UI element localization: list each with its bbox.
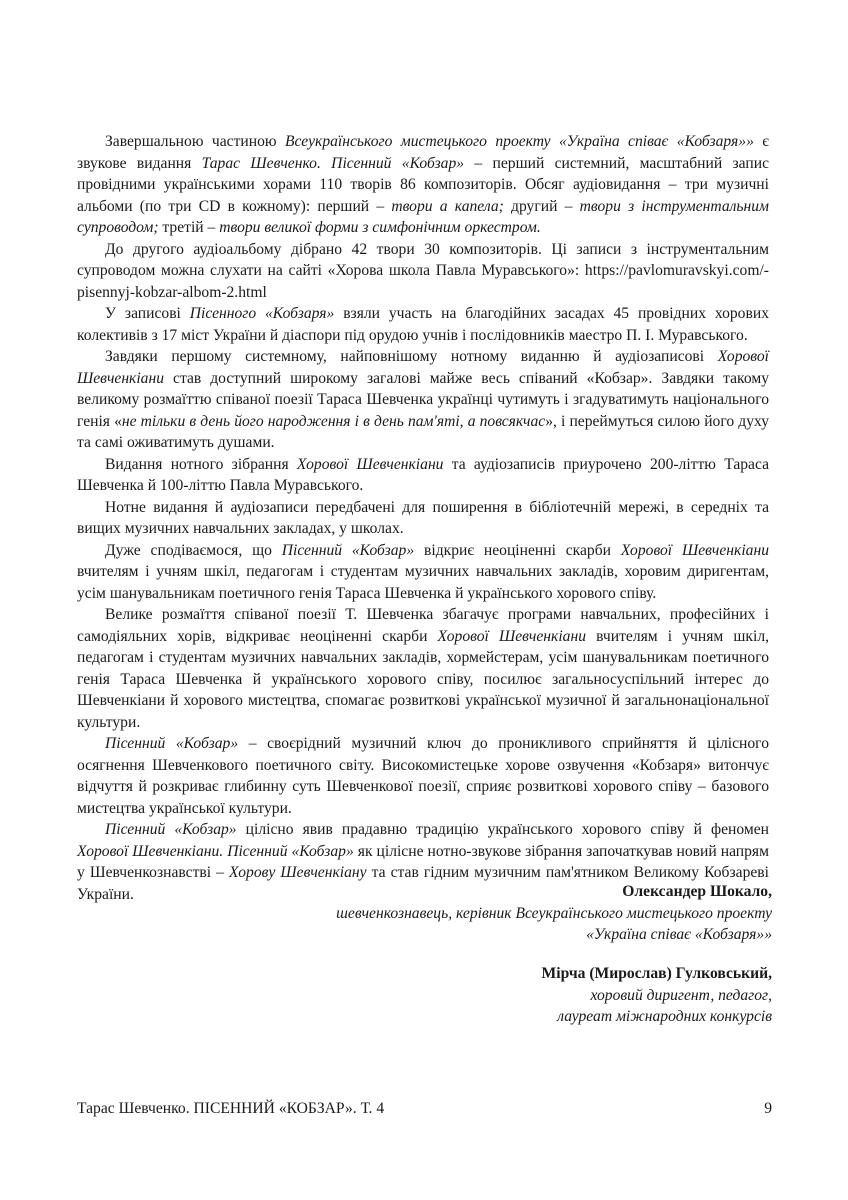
italic-run: твори великої форми з симфонічним оркестром. <box>219 219 541 236</box>
italic-run: не тільки в день його народження і в день пам'яті, а повсякчас <box>121 412 546 430</box>
signature-role: шевченкознавець, керівник Всеукраїнського мистецького проекту <box>336 904 772 922</box>
signature-shokalo <box>336 881 772 946</box>
text-run: У записові <box>105 305 190 322</box>
italic-run: Хорової Шевченкіани <box>620 541 769 559</box>
signature-hulkovskyi <box>542 963 772 1028</box>
paragraph <box>77 733 769 819</box>
text-run: До другого аудіоальбому дібрано 42 твори 30 композиторів. Ці записи з інструментальним супроводом можна слухати на сайті «Хорова школа Павла Муравського»: https://pavlomuravskyi.com/-pisennyj-kobzar-albom-2.html <box>77 240 769 301</box>
text-run: став доступний широкому загалові майже весь співаний «Кобзар». Завдяки такому великому розмаїттю співаної поезії Тараса Шевченка українці чутимуть і згадуватимуть національного генія « <box>77 369 769 430</box>
italic-run: Пісенний «Кобзар» <box>105 821 237 838</box>
paragraph <box>77 497 769 540</box>
text-run: – перший системний, масштабний запис провідними українськими хорами 110 творів 86 композиторів. Обсяг аудіовидання – три музичні альбоми (по три CD в кожному): перший – <box>77 154 769 215</box>
text-run: другий – <box>503 197 580 215</box>
italic-run: твори а капела; <box>391 197 504 215</box>
article-body <box>77 131 769 905</box>
text-run: та аудіозаписів приурочено 200-літтю Тараса Шевченка й 100-літтю Павла Муравського. <box>77 455 770 494</box>
paragraph <box>77 604 769 733</box>
signature-role: лауреат міжнародних конкурсів <box>557 1008 772 1025</box>
text-run: та став гідним музичним пам'ятником Великому Кобзареві України. <box>77 864 769 903</box>
italic-run: Хорової Шевченкіани <box>437 627 586 645</box>
signature-role: хоровий диригент, педагог, <box>590 986 772 1004</box>
italic-run: Хорової Шевченкіани. Пісенний «Кобзар» <box>77 842 354 860</box>
text-run: як цілісне нотно-звукове зібрання започаткував новий напрям у Шевченкознавстві – <box>77 842 769 881</box>
paragraph <box>77 346 769 454</box>
text-run: третій – <box>158 219 220 236</box>
signature-role: «Україна співає «Кобзаря»» <box>586 926 772 943</box>
text-run: Завершальною частиною <box>105 133 285 150</box>
text-run: є звукове видання <box>77 133 769 172</box>
text-run: Нотне видання й аудіозаписи передбачені для поширення в бібліотечній мережі, в середніх та вищих музичних навчальних закладах, у школах. <box>77 498 769 537</box>
paragraph <box>77 303 769 346</box>
italic-run: Пісенний «Кобзар» <box>281 541 415 559</box>
paragraph <box>77 131 769 239</box>
italic-run: Хорової Шевченкіани <box>296 455 444 473</box>
paragraph <box>77 540 769 605</box>
page-footer <box>77 1098 772 1119</box>
text-run: цілісно явив прадавню традицію українського хорового співу й феномен <box>236 821 769 838</box>
text-run: вчителям і учням шкіл, педагогам і студентам музичних навчальних закладів, хормейстерам, усім шанувальникам поетичного генія Тараса Шевченка й українського хорового співу, посилює загальносуспільний інтерес до Шевченкіани й хорового мистецтва, спомагає розвиткові української музичної й загальнонаціональної культури. <box>77 627 770 731</box>
italic-run: твори з інструментальним супроводом; <box>77 197 769 236</box>
paragraph <box>77 239 769 304</box>
text-run: – своєрідний музичний ключ до проникливого сприйняття й цілісного осягнення Шевченкового поетичного світу. Високомистецьке хорове озвучення «Кобзаря» витончує відчуття й розкриває глибинну суть Шевченкової поезії, сприяє розвиткові хорового співу – базового мистецтва української культури. <box>77 735 769 817</box>
paragraph <box>77 454 769 497</box>
running-title: Тарас Шевченко. ПІСЕННИЙ «КОБЗАР». Т. 4 <box>77 1100 385 1117</box>
text-run: Дуже сподіваємося, що <box>105 541 282 559</box>
text-run: відкриє неоціненні скарби <box>414 541 621 559</box>
text-run: взяли участь на благодійних засадах 45 провідних хорових колективів з 17 міст України й діаспори під орудою учнів і послідовників маестро П. І. Муравського. <box>77 305 769 344</box>
italic-run: Хорову Шевченкіану <box>229 864 367 881</box>
page-number: 9 <box>764 1100 772 1117</box>
signature-name: Олександер Шокало, <box>622 883 772 900</box>
text-run: », і переймуться силою його духу та самі оживатимуть душами. <box>77 412 769 451</box>
text-run: Завдяки першому системному, найповнішому нотному виданню й аудіозаписові <box>105 348 718 365</box>
text-run: вчителям і учням шкіл, педагогам і студентам музичних навчальних закладів, хоровим диригентам, усім шанувальникам поетичного генія Тараса Шевченка й українського хорового співу. <box>77 563 769 602</box>
italic-run: Всеукраїнського мистецького проекту «Україна співає «Кобзаря»» <box>284 133 754 150</box>
signature-name: Мірча (Мирослав) Гулковський, <box>541 965 772 982</box>
text-run: Видання нотного зібрання <box>105 455 297 473</box>
italic-run: Пісенного «Кобзаря» <box>189 305 335 322</box>
text-run: Велике розмаїття співаної поезії Т. Шевченка збагачує програми навчальних, професійних і самодіяльних хорів, відкриває неоціненні скарби <box>77 606 769 645</box>
italic-run: Тарас Шевченко. Пісенний «Кобзар» <box>201 154 465 172</box>
italic-run: Хорової Шевченкіани <box>77 348 769 387</box>
italic-run: Пісенний «Кобзар» <box>105 735 239 752</box>
